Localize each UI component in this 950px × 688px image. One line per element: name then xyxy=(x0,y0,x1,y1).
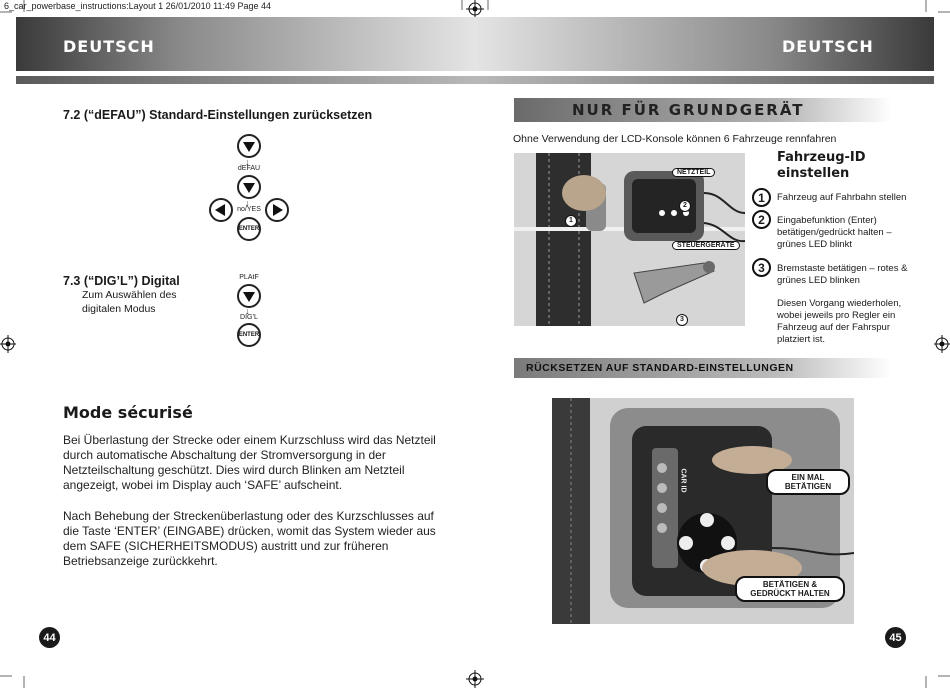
fahrzeug-id-title-line1: Fahrzeug-ID xyxy=(777,150,866,165)
callout-3: 3 xyxy=(676,314,688,326)
setup-photo-illustration xyxy=(514,153,745,326)
mode-title: Mode sécurisé xyxy=(63,403,193,422)
tag-ein-mal-betaetigen: EIN MAL BETÄTIGEN xyxy=(766,469,850,495)
section-7-2-title: 7.2 (“dEFAU”) Standard-Einstellungen zurücksetzen xyxy=(63,108,373,122)
section-band-reset xyxy=(514,358,892,378)
fahrzeug-id-title-line2: einstellen xyxy=(777,166,850,181)
tag-betaetigen-gedrueckt-halten: BETÄTIGEN & GEDRÜCKT HALTEN xyxy=(735,576,845,602)
arrow-down-icon: ↓ xyxy=(245,306,250,316)
enter-button: ENTER xyxy=(237,323,261,347)
mode-paragraph-1: Bei Überlastung der Strecke oder einem Kurzschluss wird das Netzteil durch automatische Abschaltung der Stromversorgung in der Netzteilschaltung geschützt. Dies wird durch Blinken am Netzteil angezeigt, wobei im Display auch ‘SAFE’ aufscheint. xyxy=(63,433,436,492)
repeat-note: Diesen Vorgang wiederholen, wobei jeweils pro Regler ein Fahrzeug auf der Fahrspur platziert ist. xyxy=(777,298,902,345)
section-7-3-subtitle: Zum Auswählen des digitalen Modus xyxy=(82,289,177,315)
section-band-base-unit xyxy=(514,98,892,122)
enter-button: ENTER xyxy=(237,217,261,241)
step-number-2: 2 xyxy=(752,210,771,229)
arrow-down-icon: ↓ xyxy=(245,198,250,208)
page-number-left: 44 xyxy=(39,627,60,648)
callout-2: 2 xyxy=(679,200,691,212)
band-reset-title: RÜCKSETZEN AUF STANDARD-EINSTELLUNGEN xyxy=(526,362,794,374)
down-button-icon xyxy=(237,175,261,199)
page-number-right: 45 xyxy=(885,627,906,648)
print-slug: 6_car_powerbase_instructions:Layout 1 26/01/2010 11:49 Page 44 xyxy=(4,1,272,11)
step-number-1: 1 xyxy=(752,188,771,207)
band-title: NUR FÜR GRUNDGERÄT xyxy=(572,101,805,119)
down-button-icon xyxy=(237,284,261,308)
step-2-text: Eingabefunktion (Enter) betätigen/gedrückt halten – grünes LED blinkt xyxy=(777,215,892,250)
label-platf: PLAtF xyxy=(239,274,259,281)
arrow-down-icon: ↓ xyxy=(245,157,250,167)
label-no-yes: no/YES xyxy=(237,206,261,213)
label-defau: dEFAU xyxy=(237,165,261,172)
header-left: DEUTSCH xyxy=(63,37,155,56)
header-right: DEUTSCH xyxy=(782,37,874,56)
label-netzteil: NETZTEIL xyxy=(672,168,715,177)
left-button-icon xyxy=(209,198,233,222)
step-3-text: Bremstaste betätigen – rotes & grünes LED blinken xyxy=(777,263,908,286)
down-button-icon xyxy=(237,134,261,158)
setup-photo xyxy=(514,153,745,326)
fahrzeug-id-title xyxy=(777,150,866,182)
label-steuergeraete: STEUERGERÄTE xyxy=(672,241,740,250)
right-button-icon xyxy=(265,198,289,222)
section-7-3-title: 7.3 (“DIG’L”) Digital xyxy=(63,274,180,288)
callout-1: 1 xyxy=(565,215,577,227)
mode-paragraph-2: Nach Behebung der Streckenüberlastung oder des Kurzschlusses auf die Taste ‘ENTER’ (EINGABE) drücken, womit das System wieder aus dem SAFE (SICHERHEITSMODUS) austritt und zur früheren Betriebsanzeige zurückkehrt. xyxy=(63,509,436,568)
intro-text: Ohne Verwendung der LCD-Konsole können 6 Fahrzeuge rennfahren xyxy=(513,133,837,145)
label-digl: DIG’L xyxy=(240,314,258,321)
step-number-3: 3 xyxy=(752,258,771,277)
step-1-text: Fahrzeug auf Fahrbahn stellen xyxy=(777,192,907,203)
device-label: CAR ID xyxy=(679,468,687,493)
header-underline xyxy=(16,76,934,84)
reset-photo xyxy=(552,398,854,624)
